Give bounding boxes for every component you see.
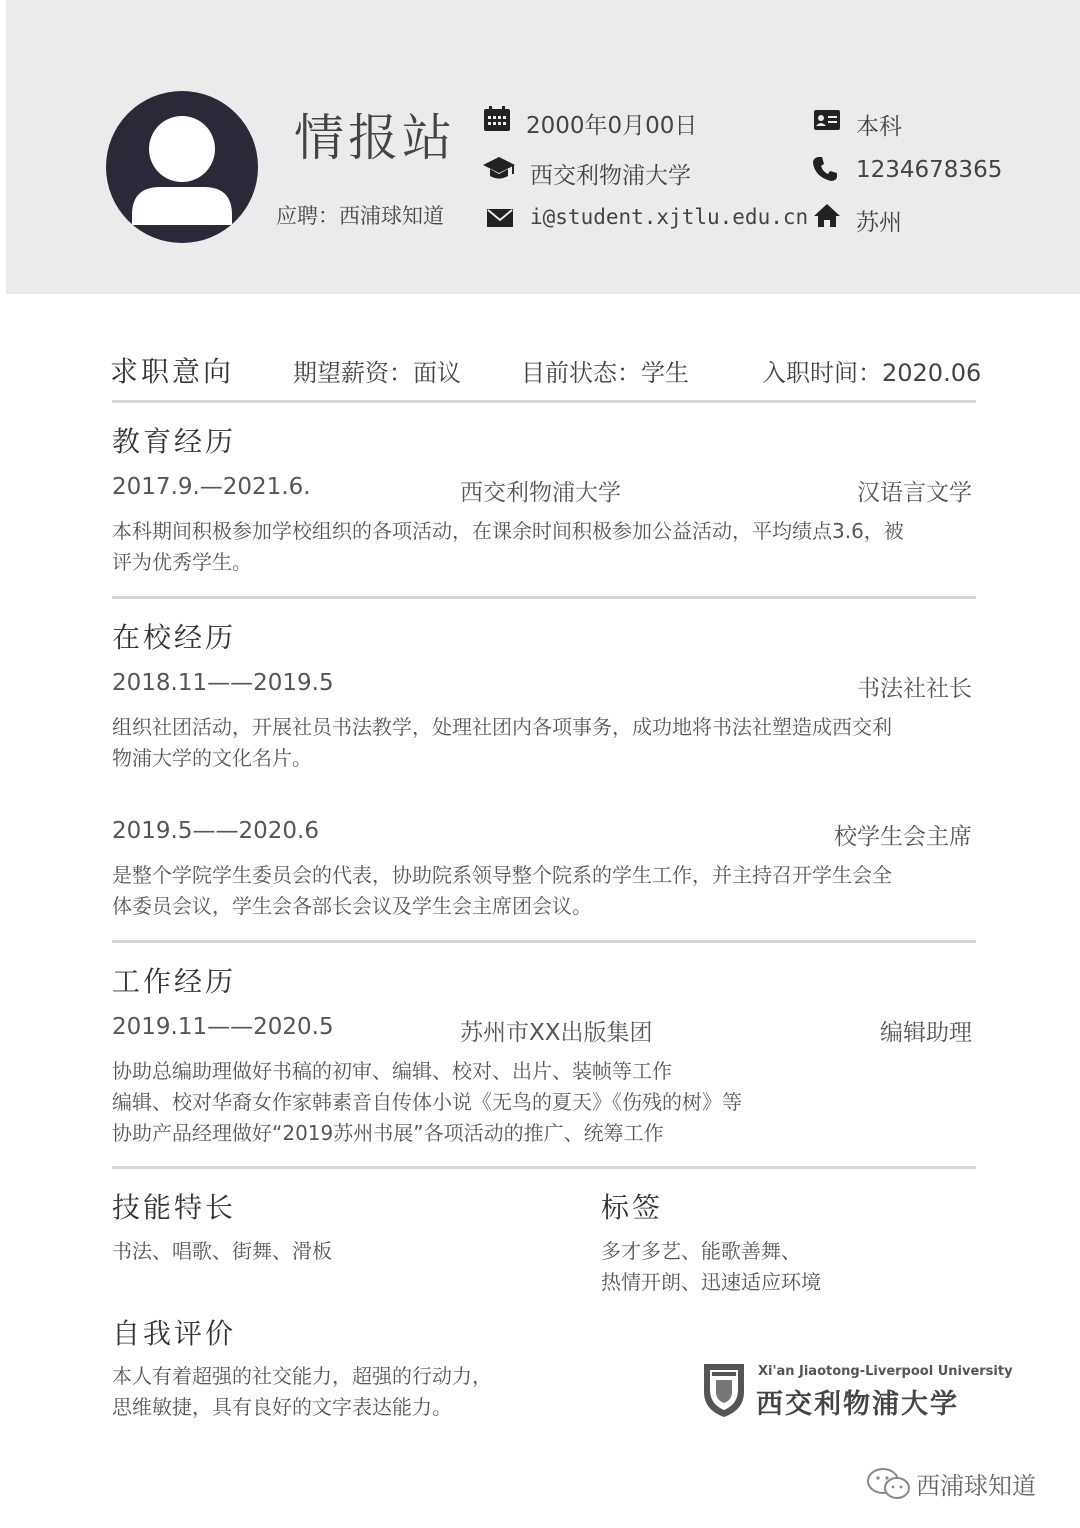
candidate-name: 情报站 — [294, 109, 456, 167]
work-description — [112, 1056, 742, 1149]
work-desc-line: 协助总编助理做好书稿的初审、编辑、校对、出片、装帧等工作 — [112, 1059, 672, 1083]
self-evaluation-line: 思维敏捷，具有良好的文字表达能力。 — [112, 1395, 452, 1419]
birth-date: 2000年0月00日 — [526, 113, 698, 139]
education-major: 汉语言文学 — [857, 480, 972, 506]
tags-line: 多才多艺、能歌善舞、 — [601, 1239, 801, 1263]
university-logo — [702, 1362, 1013, 1422]
campus-role: 书法社社长 — [857, 676, 972, 702]
avatar — [106, 91, 258, 243]
self-evaluation-line: 本人有着超强的社交能力，超强的行动力， — [112, 1364, 492, 1388]
campus-title: 在校经历 — [112, 621, 237, 654]
education-period: 2017.9.—2021.6. — [112, 474, 311, 500]
applying-position: 应聘：西浦球知道 — [276, 204, 444, 228]
divider — [112, 400, 976, 403]
calendar-icon — [483, 105, 511, 133]
job-intent-title: 求职意向 — [110, 355, 235, 388]
campus-desc-line: 是整个学院学生委员会的代表，协助院系领导整个院系的学生工作，并主持召开学生会全 — [112, 863, 892, 887]
divider — [112, 596, 976, 599]
campus-description — [112, 860, 892, 922]
campus-period: 2019.5——2020.6 — [112, 818, 319, 844]
id-card-icon — [813, 106, 841, 134]
university-name-en: Xi'an Jiaotong-Liverpool University — [758, 1364, 1013, 1379]
university-crest-icon — [702, 1362, 746, 1418]
work-period: 2019.11——2020.5 — [112, 1014, 334, 1040]
campus-desc-line: 物浦大学的文化名片。 — [112, 746, 312, 770]
current-status: 目前状态：学生 — [521, 359, 689, 387]
campus-description — [112, 712, 892, 774]
degree: 本科 — [856, 114, 902, 140]
tags-title: 标签 — [601, 1191, 664, 1224]
tags-line: 热情开朗、迅速适应环境 — [601, 1270, 821, 1294]
city: 苏州 — [856, 210, 902, 236]
campus-period: 2018.11——2019.5 — [112, 670, 334, 696]
work-desc-line: 编辑、校对华裔女作家韩素音自传体小说《无鸟的夏天》《伤残的树》等 — [112, 1090, 742, 1114]
tags-text — [601, 1236, 821, 1298]
self-evaluation-text — [112, 1361, 492, 1423]
education-title: 教育经历 — [112, 425, 237, 458]
education-description — [112, 516, 904, 578]
email-address: i@student.xjtlu.edu.cn — [530, 205, 809, 229]
education-school: 西交利物浦大学 — [460, 480, 621, 506]
education-desc-line: 本科期间积极参加学校组织的各项活动，在课余时间积极参加公益活动，平均绩点3.6，被 — [112, 519, 904, 543]
campus-role: 校学生会主席 — [834, 824, 972, 850]
university-name-cn: 西交利物浦大学 — [756, 1389, 959, 1420]
start-date: 入职时间：2020.06 — [762, 359, 982, 387]
work-title: 工作经历 — [112, 965, 237, 998]
skills-title: 技能特长 — [112, 1191, 237, 1224]
phone-icon — [811, 155, 839, 183]
divider — [112, 940, 976, 943]
divider — [112, 1166, 976, 1169]
self-evaluation-title: 自我评价 — [112, 1317, 237, 1350]
campus-desc-line: 体委员会议，学生会各部长会议及学生会主席团会议。 — [112, 894, 592, 918]
graduation-cap-icon — [482, 154, 516, 182]
wechat-icon — [866, 1466, 912, 1502]
home-icon — [813, 202, 841, 230]
work-role: 编辑助理 — [880, 1020, 972, 1046]
skills-text: 书法、唱歌、街舞、滑板 — [112, 1239, 332, 1263]
campus-desc-line: 组织社团活动，开展社员书法教学，处理社团内各项事务，成功地将书法社塑造成西交利 — [112, 715, 892, 739]
school-name: 西交利物浦大学 — [530, 163, 691, 189]
phone-number: 1234678365 — [856, 157, 1003, 183]
work-desc-line: 协助产品经理做好“2019苏州书展”各项活动的推广、统筹工作 — [112, 1121, 664, 1145]
education-desc-line: 评为优秀学生。 — [112, 550, 252, 574]
expected-salary: 期望薪资：面议 — [293, 359, 461, 387]
user-silhouette-icon — [106, 91, 258, 243]
watermark-text: 西浦球知道 — [916, 1472, 1036, 1500]
work-company: 苏州市XX出版集团 — [460, 1020, 653, 1046]
mail-icon — [486, 204, 514, 232]
